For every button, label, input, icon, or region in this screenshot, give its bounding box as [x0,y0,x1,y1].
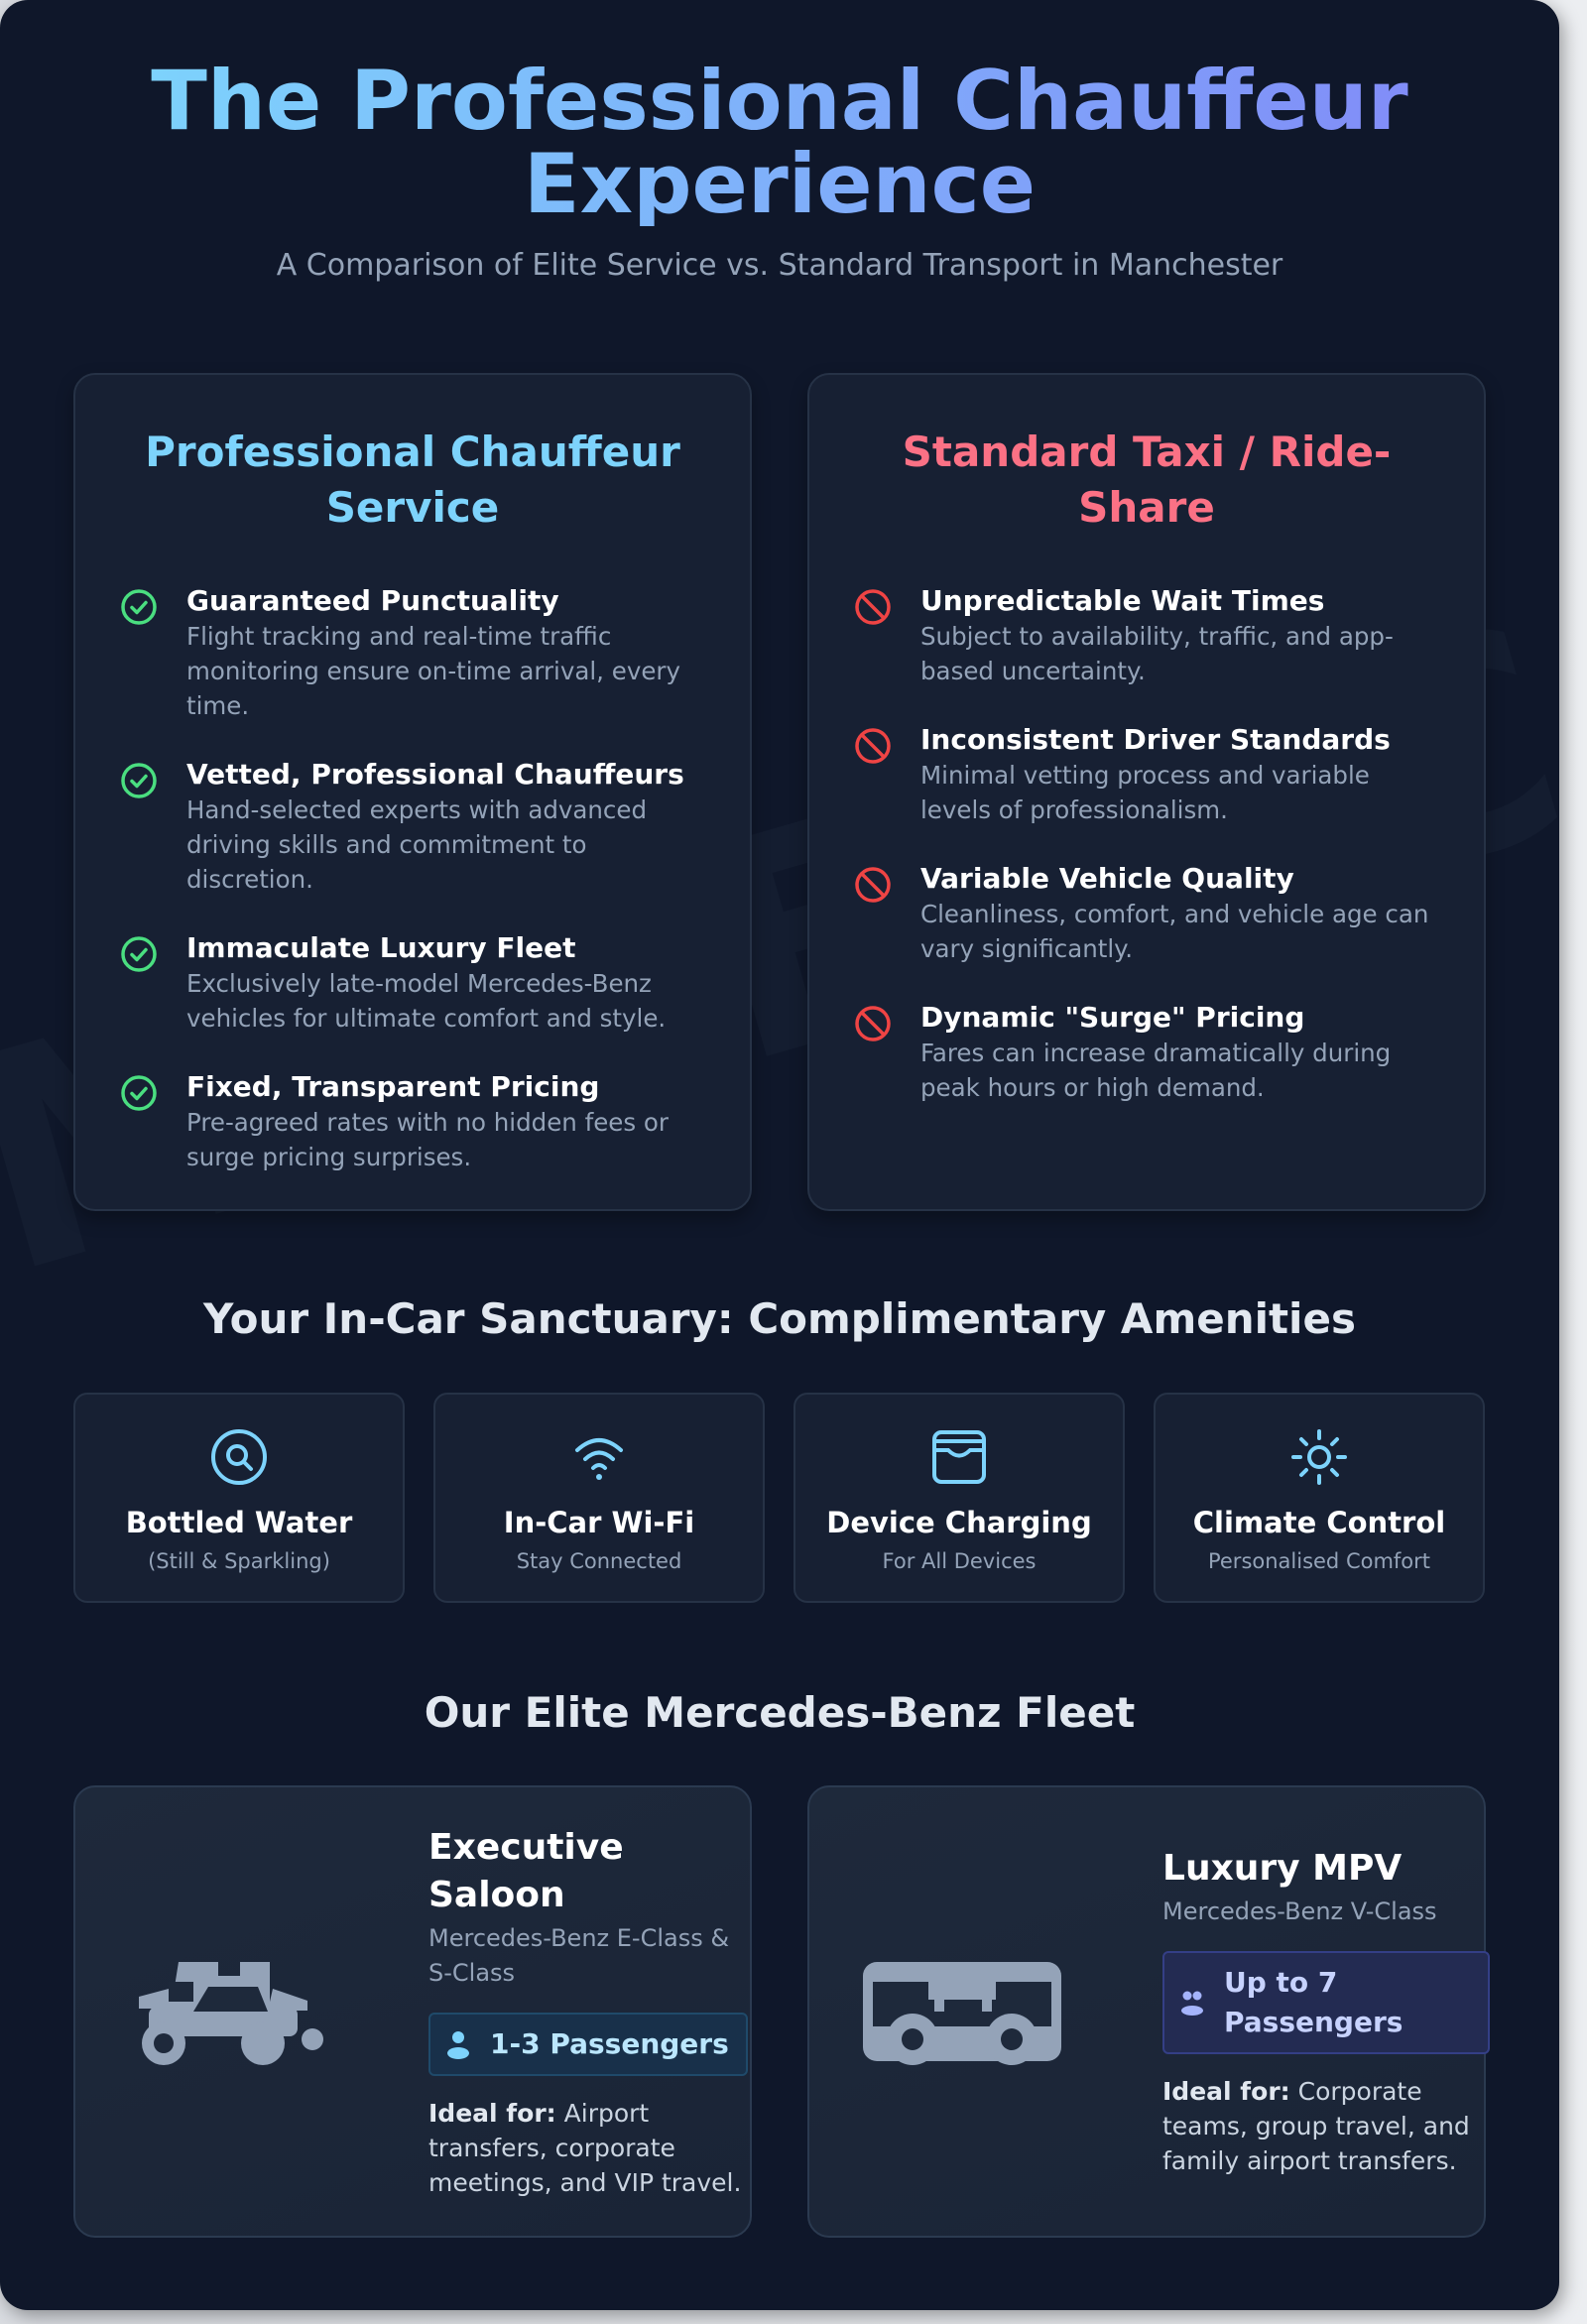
ideal-text: Airport transfers, corporate meetings, and VIP travel. [428,2098,742,2197]
vehicle-card-saloon [73,1785,752,2238]
capacity-text: 1-3 Passengers [490,2026,729,2060]
feature-item [853,583,1430,688]
fleet-section [73,1785,1486,2238]
check-circle-icon [119,761,159,800]
standard-taxi-card [807,373,1486,1211]
feature-item [119,1069,696,1174]
ban-icon [853,1004,893,1043]
feature-desc: Exclusively late-model Mercedes-Benz vehicles for ultimate comfort and style. [186,969,667,1033]
feature-title: Unpredictable Wait Times [920,584,1325,617]
feature-title: Inconsistent Driver Standards [920,723,1391,756]
feature-title: Vetted, Professional Chauffeurs [186,758,684,791]
feature-title: Guaranteed Punctuality [186,584,559,617]
feature-desc: Cleanliness, comfort, and vehicle age can vary significantly. [920,900,1429,963]
group-icon [1178,1987,1206,2018]
amenity-sub: (Still & Sparkling) [148,1549,330,1573]
sun-icon [1288,1426,1350,1488]
vehicle-name: Executive Saloon [428,1826,624,1915]
feature-desc: Minimal vetting process and variable levels of professionalism. [920,761,1370,824]
page-subtitle: A Comparison of Elite Service vs. Standard Transport in Manchester [276,248,1283,283]
amenities-section [73,1393,1486,1603]
feature-item [853,1000,1430,1105]
amenity-sub: Personalised Comfort [1207,1549,1431,1573]
vehicle-info [1162,1845,1490,2178]
feature-title: Dynamic "Surge" Pricing [920,1001,1305,1034]
feature-desc: Flight tracking and real-time traffic monitoring ensure on-time arrival, every time. [186,622,680,720]
amenity-name: Bottled Water [125,1506,353,1539]
header [0,53,1559,283]
ideal-label: Ideal for: [428,2098,556,2128]
check-circle-icon [119,1073,159,1113]
feature-title: Variable Vehicle Quality [920,862,1294,895]
feature-desc: Pre-agreed rates with no hidden fees or surge pricing surprises. [186,1108,669,1171]
wifi-icon [568,1426,630,1488]
card-title: Standard Taxi / Ride-Share [902,428,1392,532]
amenity-sub: Stay Connected [516,1549,682,1573]
vehicle-name: Luxury MPV [1162,1848,1403,1889]
comparison-section [73,373,1486,1211]
feature-desc: Hand-selected experts with advanced driving skills and commitment to discretion. [186,795,648,894]
card-title: Professional Chauffeur Service [145,428,680,532]
ban-icon [853,865,893,905]
check-circle-icon [119,934,159,974]
van-icon [863,1952,1061,2071]
feature-desc: Fares can increase dramatically during peak hours or high demand. [920,1039,1392,1102]
vehicle-info [428,1824,748,2200]
feature-item [119,583,696,723]
amenity-card-climate [1154,1393,1485,1603]
feature-desc: Subject to availability, traffic, and app-based uncertainty. [920,622,1394,685]
amenity-sub: For All Devices [882,1549,1037,1573]
vehicle-model: Mercedes-Benz V-Class [1162,1897,1437,1925]
car-icon [129,1952,327,2071]
feature-item [119,757,696,897]
professional-service-card [73,373,752,1211]
amenity-name: In-Car Wi-Fi [503,1506,695,1539]
amenity-name: Climate Control [1192,1506,1446,1539]
amenities-heading: Your In-Car Sanctuary: Complimentary Amenities [203,1294,1356,1343]
person-icon [444,2028,472,2060]
ideal-for [428,2096,748,2200]
feature-item [853,722,1430,827]
amenity-card-wifi [433,1393,765,1603]
amenity-name: Device Charging [826,1506,1092,1539]
ideal-for [1162,2074,1490,2178]
capacity-badge [1162,1951,1490,2054]
ban-icon [853,726,893,766]
vehicle-card-mpv [807,1785,1486,2238]
feature-title: Immaculate Luxury Fleet [186,931,576,964]
feature-item [119,930,696,1036]
amenity-card-charging [794,1393,1125,1603]
charging-box-icon [928,1426,990,1488]
capacity-badge [428,2013,748,2076]
ideal-text: Corporate teams, group travel, and family airport transfers. [1162,2077,1470,2175]
amenity-card-water [73,1393,405,1603]
check-circle-icon [119,587,159,627]
fleet-heading: Our Elite Mercedes-Benz Fleet [424,1688,1136,1737]
feature-title: Fixed, Transparent Pricing [186,1070,600,1103]
page-title: The Professional Chauffeur Experience [135,60,1424,226]
capacity-text: Up to 7 Passengers [1224,1966,1404,2038]
water-search-icon [208,1426,270,1488]
feature-item [853,861,1430,966]
vehicle-model: Mercedes-Benz E-Class & S-Class [428,1923,730,1987]
ban-icon [853,587,893,627]
ideal-label: Ideal for: [1162,2077,1290,2106]
